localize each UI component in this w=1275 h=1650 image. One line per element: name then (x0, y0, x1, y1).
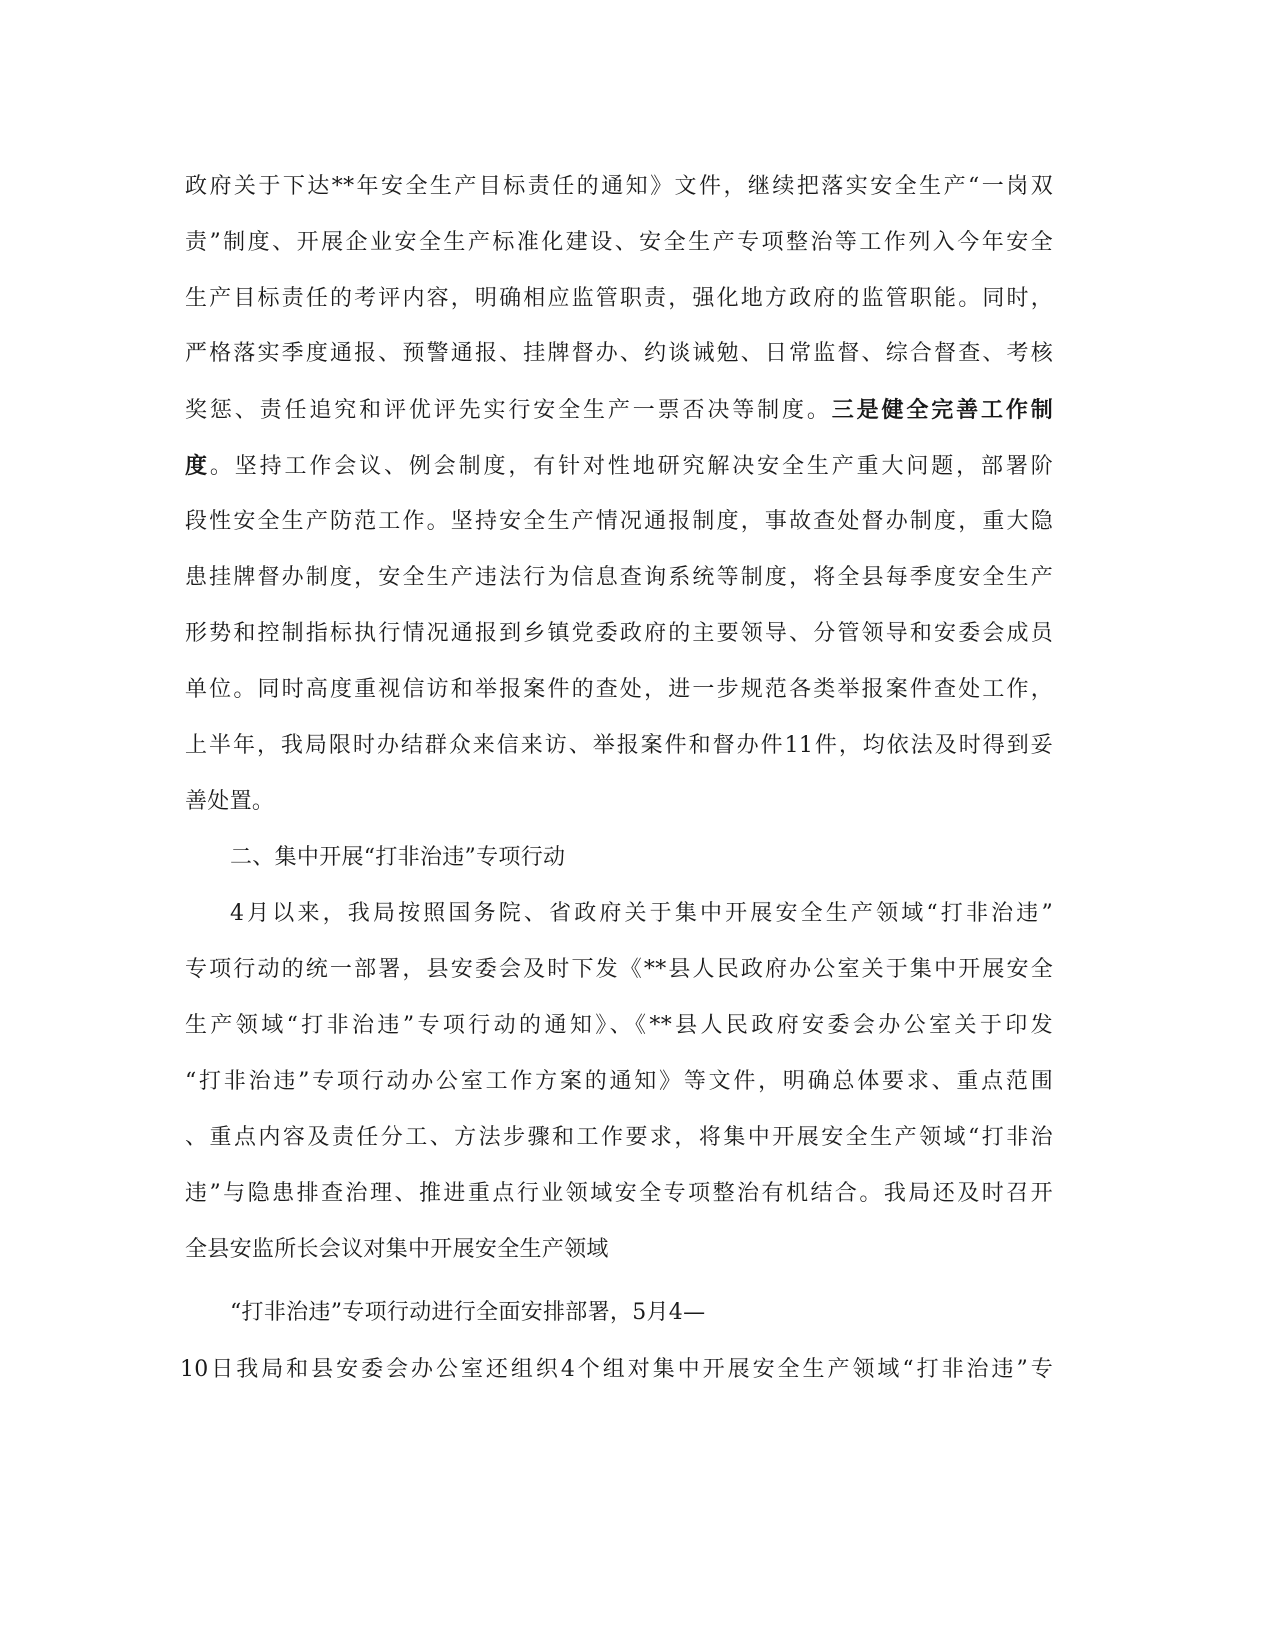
text-line-15: 生产领域“打非治违”专项行动的通知》、《**县人民政府安委会办公室关于印发 (185, 1013, 1053, 1038)
subheading-bold: 三是健全完善工作制 (831, 397, 1053, 423)
text-line-20: “打非治违”专项行动进行全面安排部署，5月4— (230, 1300, 706, 1325)
text-line-6 (185, 451, 1053, 482)
text-line-3: 生产目标责任的考评内容，明确相应监管职责，强化地方政府的监管职能。同时， (185, 286, 1053, 311)
text-line-17: 、重点内容及责任分工、方法步骤和工作要求，将集中开展安全生产领域“打非治 (185, 1125, 1053, 1150)
text-line-19: 全县安监所长会议对集中开展安全生产领域 (185, 1237, 609, 1262)
text-line-14: 专项行动的统一部署，县安委会及时下发《**县人民政府办公室关于集中开展安全 (185, 957, 1053, 982)
text-line-1: 政府关于下达**年安全生产目标责任的通知》文件，继续把落实安全生产“一岗双 (185, 174, 1053, 199)
text-line-8: 患挂牌督办制度，安全生产违法行为信息查询系统等制度，将全县每季度安全生产 (185, 565, 1053, 590)
text-line-13: 4月以来，我局按照国务院、省政府关于集中开展安全生产领域“打非治违” (230, 901, 1053, 926)
text-line-2: 责”制度、开展企业安全生产标准化建设、安全生产专项整治等工作列入今年安全 (185, 230, 1053, 255)
section-heading: 二、集中开展“打非治违”专项行动 (230, 845, 566, 870)
text-line-5-plain: 奖惩、责任追究和评优评先实行安全生产一票否决等制度。 (185, 398, 832, 423)
text-line-10: 单位。同时高度重视信访和举报案件的查处，进一步规范各类举报案件查处工作， (185, 677, 1053, 702)
text-line-4: 严格落实季度通报、预警通报、挂牌督办、约谈诫勉、日常监督、综合督查、考核 (185, 341, 1053, 366)
text-line-7: 段性安全生产防范工作。坚持安全生产情况通报制度，事故查处督办制度，重大隐 (185, 509, 1053, 534)
text-line-12: 善处置。 (185, 789, 275, 814)
text-line-9: 形势和控制指标执行情况通报到乡镇党委政府的主要领导、分管领导和安委会成员 (185, 621, 1053, 646)
text-line-16: “打非治违”专项行动办公室工作方案的通知》等文件，明确总体要求、重点范围 (185, 1069, 1053, 1094)
text-line-6-plain: 。坚持工作会议、例会制度，有针对性地研究解决安全生产重大问题，部署阶 (209, 454, 1053, 479)
text-line-11: 上半年，我局限时办结群众来信来访、举报案件和督办件11件，均依法及时得到妥 (185, 733, 1053, 758)
text-line-18: 违”与隐患排查治理、推进重点行业领域安全专项整治有机结合。我局还及时召开 (185, 1181, 1053, 1206)
text-line-5 (185, 395, 1053, 426)
subheading-bold-continued: 度 (185, 453, 210, 479)
text-line-21: 10日我局和县安委会办公室还组织4个组对集中开展安全生产领域“打非治违”专 (180, 1357, 1053, 1382)
